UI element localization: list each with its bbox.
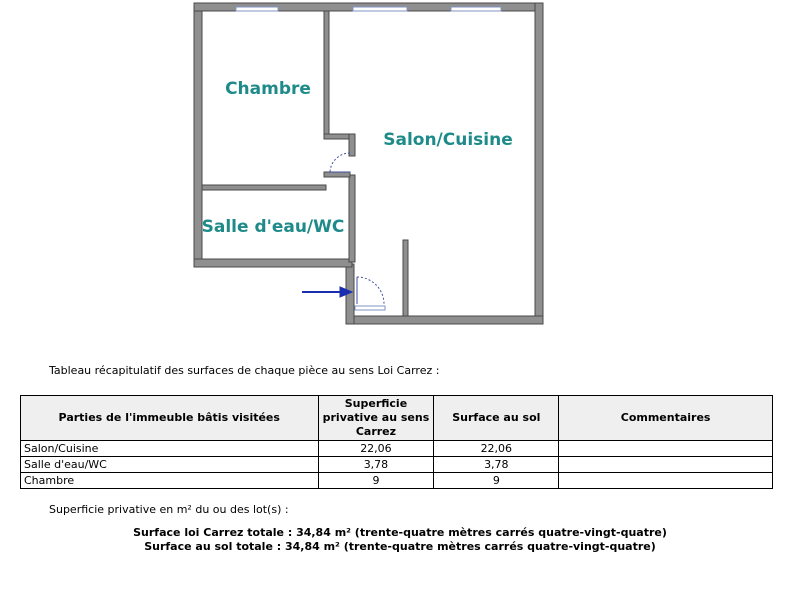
cell-sol: 9 [434,473,559,489]
entrance-arrow [302,287,352,297]
table-row [21,457,773,473]
table-header-row [21,396,773,441]
header-parties: Parties de l'immeuble bâtis visitées [21,396,319,441]
windows [236,7,501,11]
cell-carrez: 22,06 [318,441,434,457]
cell-piece: Salon/Cuisine [21,441,319,457]
cell-carrez: 3,78 [318,457,434,473]
cell-sol: 22,06 [434,441,559,457]
cell-piece: Chambre [21,473,319,489]
header-commentaires: Commentaires [559,396,773,441]
room-label-salon: Salon/Cuisine [383,130,513,150]
surface-table [20,395,773,489]
table-row [21,473,773,489]
total-carrez: Surface loi Carrez totale : 34,84 m² (trente-quatre mètres carrés quatre-vingt-quatre) [133,526,667,539]
room-label-chambre: Chambre [225,79,311,99]
total-sol: Surface au sol totale : 34,84 m² (trente-quatre mètres carrés quatre-vingt-quatre) [144,540,656,553]
header-sol: Surface au sol [434,396,559,441]
table-caption: Tableau récapitulatif des surfaces de chaque pièce au sens Loi Carrez : [49,364,440,377]
cell-sol: 3,78 [434,457,559,473]
lot-caption: Superficie privative en m² du ou des lot(s) : [49,503,289,516]
cell-commentaires [559,473,773,489]
room-label-sdb: Salle d'eau/WC [201,217,345,237]
cell-piece: Salle d'eau/WC [21,457,319,473]
table-row [21,441,773,457]
cell-commentaires [559,441,773,457]
cell-commentaires [559,457,773,473]
cell-carrez: 9 [318,473,434,489]
walls [194,3,543,324]
header-carrez: Superficie privative au sens Carrez [318,396,434,441]
